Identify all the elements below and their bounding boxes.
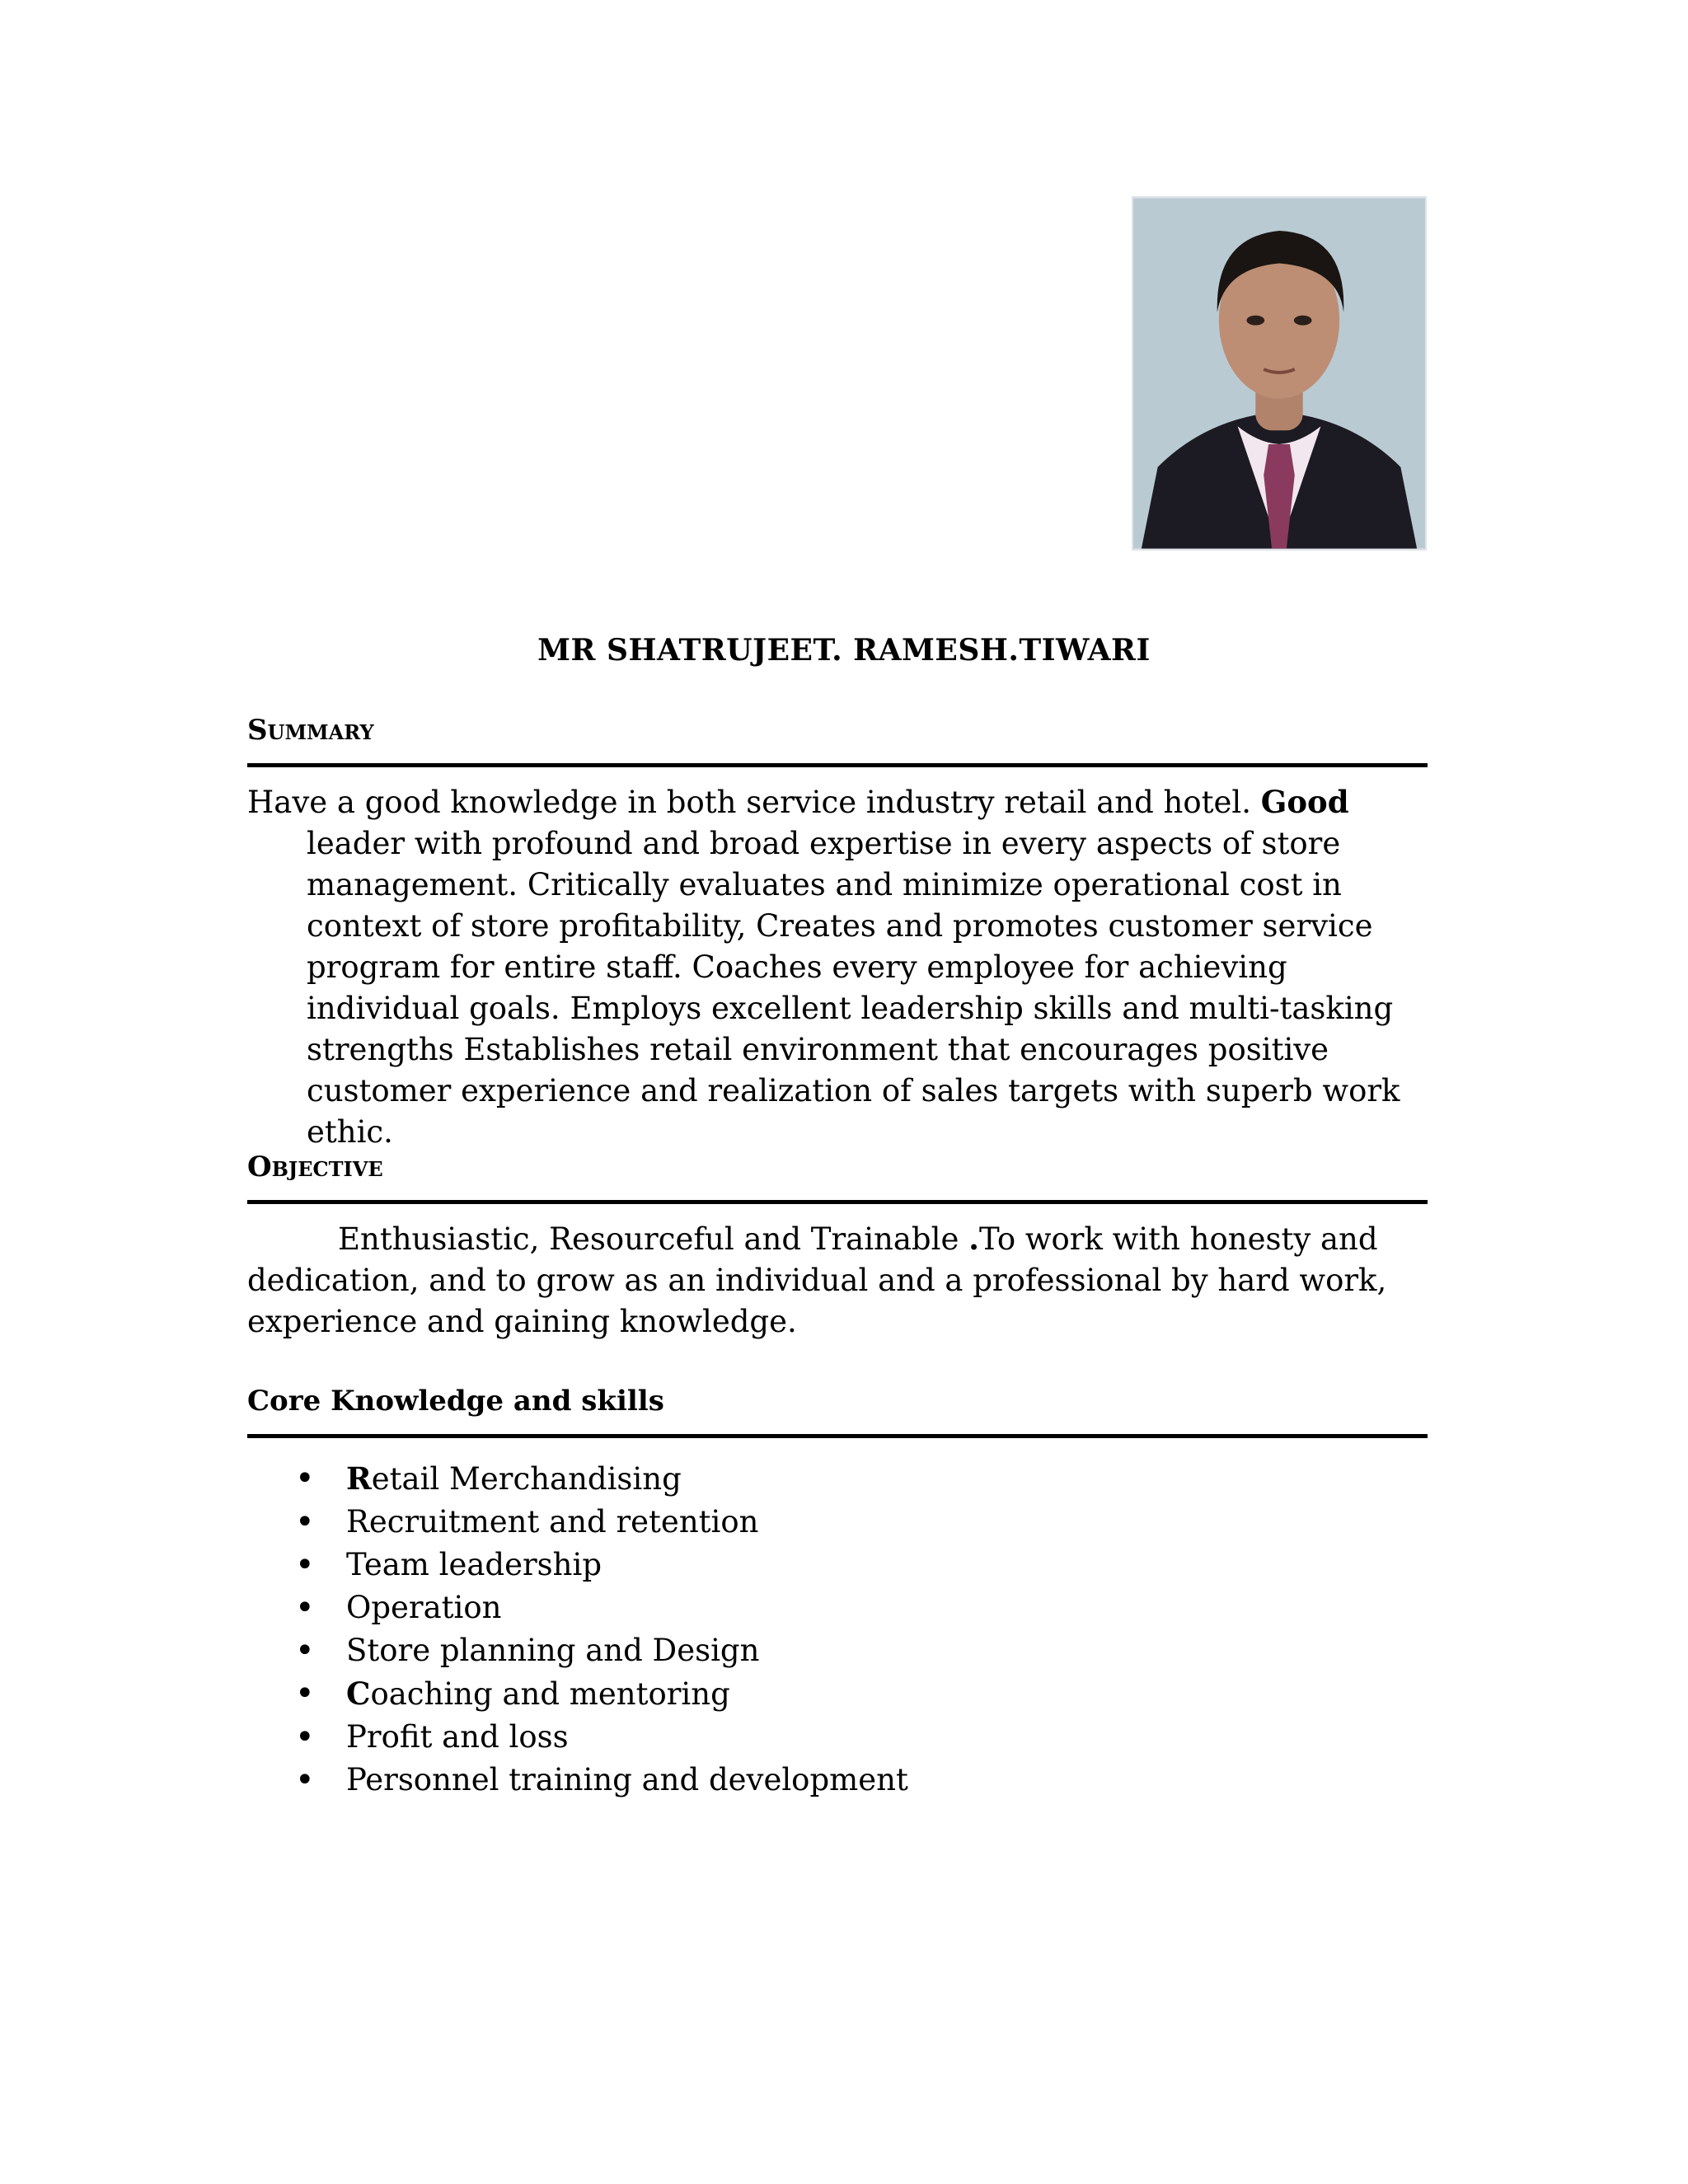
bullet-icon: • [295, 1503, 315, 1541]
skill-initial: C [346, 1675, 371, 1712]
photo-eye-right [1294, 316, 1312, 326]
candidate-name: MR SHATRUJEET. RAMESH.TIWARI [537, 633, 1151, 668]
list-item [247, 1672, 908, 1716]
bullet-icon: • [295, 1460, 315, 1497]
summary-heading: Summary [247, 714, 374, 747]
bullet-icon: • [295, 1675, 315, 1713]
bullet-icon: • [295, 1761, 315, 1799]
skill-initial: R [346, 1460, 372, 1497]
summary-bold-word: Good [1260, 784, 1349, 820]
skill-initial: P [346, 1762, 366, 1797]
photo-eye-left [1246, 316, 1264, 326]
summary-text-part-2: leader with profound and broad expertise in every aspects of store management. Critically evaluates and minimize operational cost in context of store profitability, Creates and promotes customer service program for entire staff. Coaches every employee for achieving individual goals. Employs excellent leadership skills and multi-tasking strengths Establishes retail environment that encourages positive customer experience and realization of sales targets with superb work ethic. [307, 826, 1400, 1150]
profile-photo-image [1133, 198, 1425, 549]
objective-bold-char: . [968, 1221, 980, 1257]
skill-initial: T [346, 1547, 364, 1582]
list-item [247, 1716, 908, 1759]
summary-text [247, 781, 1434, 1153]
skill-rest: oaching and mentoring [370, 1676, 730, 1712]
objective-heading: Objective [247, 1151, 383, 1183]
list-item [247, 1544, 908, 1586]
bullet-icon: • [295, 1589, 315, 1627]
bullet-icon: • [295, 1546, 315, 1584]
list-item [247, 1759, 908, 1802]
skills-list [247, 1457, 908, 1802]
skill-rest: ecruitment and retention [368, 1504, 759, 1540]
skill-initial: P [346, 1719, 367, 1755]
skills-divider [247, 1434, 1428, 1438]
skill-initial: O [346, 1590, 372, 1625]
list-item [247, 1457, 908, 1501]
summary-divider [247, 763, 1428, 767]
skills-heading: Core Knowledge and skills [247, 1385, 664, 1418]
list-item [247, 1501, 908, 1544]
skill-rest: tore planning and Design [367, 1633, 760, 1668]
skill-rest: rofit and loss [366, 1719, 569, 1755]
skill-rest: etail Merchandising [371, 1461, 682, 1497]
list-item [247, 1586, 908, 1629]
objective-divider [247, 1200, 1428, 1204]
objective-text [247, 1218, 1434, 1343]
skill-rest: eam leadership [363, 1547, 603, 1582]
profile-photo [1132, 196, 1427, 551]
bullet-icon: • [295, 1632, 315, 1670]
skill-initial: S [346, 1633, 368, 1668]
list-item [247, 1629, 908, 1672]
skill-initial: R [346, 1504, 369, 1540]
skill-rest: ersonnel training and development [365, 1762, 908, 1797]
objective-text-part-2: To work with honesty and dedication, and to grow as an individual and a professional by hard work, experience and gaining knowledge. [247, 1221, 1387, 1339]
objective-text-part-1: Enthusiastic, Resourceful and Trainable [338, 1221, 969, 1257]
skill-rest: peration [371, 1590, 502, 1625]
summary-text-part-1: Have a good knowledge in both service industry retail and hotel. [247, 785, 1261, 820]
bullet-icon: • [295, 1718, 315, 1756]
